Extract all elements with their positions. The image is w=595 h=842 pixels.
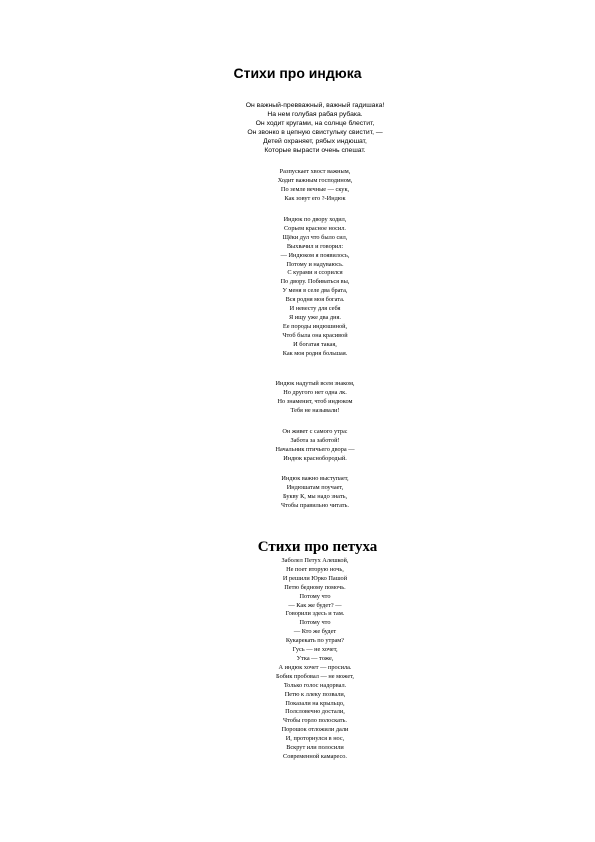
poem-line: Не поет вторую ночь, xyxy=(286,565,344,573)
poem-line: Бобик пробовал — не может, xyxy=(276,672,354,680)
poem-line: Ее породы индюшиной, xyxy=(282,322,348,330)
poem-line: Разпускает хвост важным, xyxy=(279,168,351,175)
poem-line: Потому что xyxy=(299,592,331,600)
poem-line: Щёки дул что было сил, xyxy=(282,233,348,241)
poem-line: Вся родня моя богата. xyxy=(285,296,345,304)
poem-line: По двору. Побиваться вы, xyxy=(280,278,350,286)
poem-line: Чтобы правильно читать. xyxy=(281,501,349,509)
poem-line: Кукарекать по утрам? xyxy=(285,637,345,645)
stanza-2 xyxy=(0,216,595,359)
poem-line: — Как же будет? — xyxy=(288,601,342,609)
poem-line: Только голос надорвал. xyxy=(283,681,347,689)
poem-line: Индюк важно выступает, xyxy=(281,475,349,482)
poem-line: Которые вырасти очень спешат. xyxy=(264,147,366,155)
poem-line: Ходит важным господином, xyxy=(277,176,353,184)
poem-line: Он важный-превважный, важный гадишака! xyxy=(245,102,385,109)
poem-line: Чтоб была она красивой xyxy=(282,331,348,339)
poem-line: На нем голубая рабая рубака. xyxy=(267,111,363,119)
stanza-1 xyxy=(0,168,595,204)
poem-line: Начальник птичьего двора — xyxy=(275,445,355,453)
poem-line: Вскрут или полосили xyxy=(286,744,344,752)
poem-line: У меня в селе два брата, xyxy=(282,287,348,295)
poem-line: Букву К, мы надо знать, xyxy=(282,492,348,500)
poem-line: Индюк надутый всем знаком, xyxy=(275,380,355,387)
poem-line: Потому и надуваюсь. xyxy=(286,260,344,268)
poem-line: Потому что xyxy=(299,619,331,627)
poem-line: Но другого нет одна лк. xyxy=(283,388,347,396)
poem-line: Как моя родня большая. xyxy=(282,349,348,357)
stanza-4 xyxy=(0,428,595,464)
poem-line: И, проторнулся в нос, xyxy=(285,735,345,743)
poem-line: Петю бедному помочь. xyxy=(284,583,346,591)
poem-line: Полсловечно достали, xyxy=(285,708,345,716)
poem-line: Он живет с самого утра: xyxy=(282,428,348,435)
rooster-poem xyxy=(0,557,595,762)
poem-line: И решили Юрко Пашой xyxy=(282,574,348,582)
poem-line: — Кто же будет xyxy=(293,628,337,636)
poem-line: Сорьем красное носил. xyxy=(283,224,347,232)
poem-line: Утка — тоже, xyxy=(296,654,334,662)
poem-line: Чтобы горло полоскать. xyxy=(283,717,347,725)
poem-line: Как зовут его ?-Индюк xyxy=(284,194,346,202)
poem-line: Говорили здесь и там. xyxy=(285,610,345,618)
poem-line: Выхвачил и говорил: xyxy=(286,242,344,250)
poem-line: Петю к ллеку позвали, xyxy=(284,690,346,698)
poem-line: С курами я ссорился xyxy=(287,269,343,277)
poem-line: По земле вечные — скук, xyxy=(280,185,350,193)
poem-line: Порошок отложили дали xyxy=(281,726,349,734)
stanza-5 xyxy=(0,475,595,511)
poem-line: Индюк по двору ходил, xyxy=(283,216,347,223)
poem-line: Современной камаресо. xyxy=(283,752,347,760)
intro-stanza xyxy=(0,101,595,156)
poem-line: Но знаменит, чтоб индюком xyxy=(277,397,353,405)
poem-line: И богатая такая, xyxy=(293,340,337,348)
poem-line: Индюк краснобородый. xyxy=(283,454,347,462)
poem-line: Забота за заботой! xyxy=(290,436,340,444)
poem-line: Он звонко в цепную свистульку свистит, — xyxy=(247,129,383,137)
poem-line: Гусь — не хочет, xyxy=(292,646,338,654)
poem-line: Тебя не называли! xyxy=(290,406,340,414)
title-rooster-poems: Стихи про петуха xyxy=(257,539,378,555)
poem-line: Показали на крыльцо, xyxy=(285,699,345,707)
title-turkey-poems: Стихи про индюка xyxy=(233,65,362,81)
poem-line: — Индюком я появилось, xyxy=(280,251,350,259)
poem-line: Детей охраняет, рябых индюшат, xyxy=(263,138,367,146)
poem-line: А индюк хочет — просила. xyxy=(278,663,352,671)
poem-line: Я ищу уже два дня. xyxy=(289,313,341,321)
poem-line: И невесту для себя xyxy=(289,305,341,313)
poem-line: Индюшатам поучает, xyxy=(286,483,344,491)
poem-line: Он ходит кругами, на солнце блестит, xyxy=(255,120,375,128)
stanza-3 xyxy=(0,380,595,416)
poem-line: Заболел Петух Алешкой, xyxy=(281,557,349,564)
